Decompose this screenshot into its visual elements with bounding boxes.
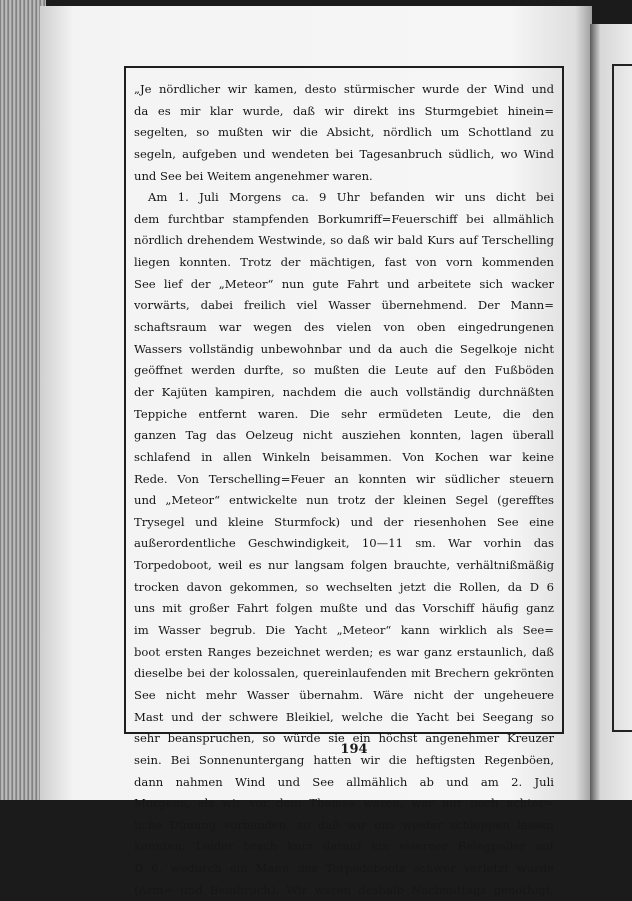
- text-line: Trysegel und kleine Sturmfock) und der riesenhohen See eine: [134, 514, 554, 529]
- text-line: uns mit großer Fahrt folgen mußte und das Vorschiff häufig ganz: [134, 601, 554, 616]
- text-line: trocken davon gekommen, so wechselten jetzt die Rollen, da D 6: [134, 579, 554, 594]
- text-line: geöffnet werden durfte, so mußten die Leute auf den Fußböden: [134, 363, 554, 378]
- text-line: vorwärts, dabei freilich viel Wasser übernehmend. Der Mann=: [134, 298, 554, 313]
- text-line: im Wasser begrub. Die Yacht „Meteor“ kann wirklich als See=: [134, 623, 554, 638]
- text-line: nördlich drehendem Westwinde, so daß wir bald Kurs auf Terschelling: [134, 233, 554, 248]
- text-line: sehr beanspruchen, so würde sie ein höchst angenehmer Kreuzer: [134, 731, 554, 746]
- text-line: sein. Bei Sonnenuntergang hatten wir die heftigsten Regenböen,: [134, 752, 554, 767]
- text-line: dann nahmen Wind und See allmählich ab und am 2. Juli: [134, 774, 554, 789]
- text-line: dieselbe bei der kolossalen, quereinlaufenden mit Brechern gekrönten: [134, 666, 554, 681]
- text-line: „Je nördlicher wir kamen, desto stürmischer wurde der Wind und: [134, 82, 554, 96]
- text-line: schlafend in allen Winkeln beisammen. Von Kochen war keine: [134, 449, 554, 464]
- text-line: außerordentliche Geschwindigkeit, 10—11 sm. War vorhin das: [134, 536, 554, 551]
- text-line: Morgens, als wir vor dem Themse waren, war nur noch achter=: [134, 796, 554, 811]
- text-line: liche Dünung vorhanden, so daß wir uns wieder schleppen lassen: [134, 817, 554, 832]
- text-line: Am 1. Juli Morgens ca. 9 Uhr befanden wir uns dicht bei: [148, 190, 554, 205]
- text-line: der Kajüten kampiren, nachdem die auch vollständig durchnäßten: [134, 384, 554, 399]
- text-line: Torpedoboot, weil es nur langsam folgen brauchte, verhältnißmäßig: [134, 558, 554, 573]
- body-text: [134, 79, 554, 901]
- text-line: segeln, aufgeben und wendeten bei Tagesanbruch südlich, wo Wind: [134, 146, 554, 161]
- text-line: segelten, so mußten wir die Absicht, nördlich um Schottland zu: [134, 125, 554, 140]
- text-line: Rede. Von Terschelling=Feuer an konnten wir südlicher steuern: [134, 471, 554, 486]
- text-line: boot ersten Ranges bezeichnet werden; es war ganz erstaunlich, daß: [134, 644, 554, 659]
- text-line: See nicht mehr Wasser übernahm. Wäre nicht der ungeheuere: [134, 687, 554, 702]
- text-line: Wassers vollständig unbewohnbar und da auch die Segelkoje nicht: [134, 341, 554, 356]
- text-line: und See bei Weitem angenehmer waren.: [134, 168, 373, 183]
- page-number: 194: [340, 742, 368, 757]
- text-line: dem furchtbar stampfenden Borkumriff=Feuerschiff bei allmählich: [134, 211, 554, 226]
- text-line: Mast und der schwere Bleikiel, welche die Yacht bei Seegang so: [134, 709, 554, 724]
- facing-page-frame: [612, 64, 632, 732]
- text-line: liegen konnten. Trotz der mächtigen, fast von vorn kommenden: [134, 255, 554, 270]
- text-line: (Arm= und Beinbruch). Wir waren deshalb Nachmittags genöthigt,: [134, 882, 554, 897]
- text-line: Teppiche entfernt waren. Die sehr ermüdeten Leute, die den: [134, 406, 554, 421]
- text-line: schaftsraum war wegen des vielen von oben eingedrungenen: [134, 320, 554, 335]
- text-line: ganzen Tag das Oelzeug nicht ausziehen konnten, lagen überall: [134, 428, 554, 443]
- text-line: konnten. Leider brach kurz darauf ein eiserner Belegpoller auf: [134, 839, 554, 854]
- text-line: da es mir klar wurde, daß wir direkt ins Sturmgebiet hinein=: [134, 103, 554, 118]
- text-line: und „Meteor“ entwickelte nun trotz der kleinen Segel (gerefftes: [134, 493, 554, 508]
- text-line: D 6, wodurch ein Mann des Torpedoboots schwer verletzt wurde: [134, 861, 554, 876]
- text-line: See lief der „Meteor“ nun gute Fahrt und arbeitete sich wacker: [134, 276, 554, 291]
